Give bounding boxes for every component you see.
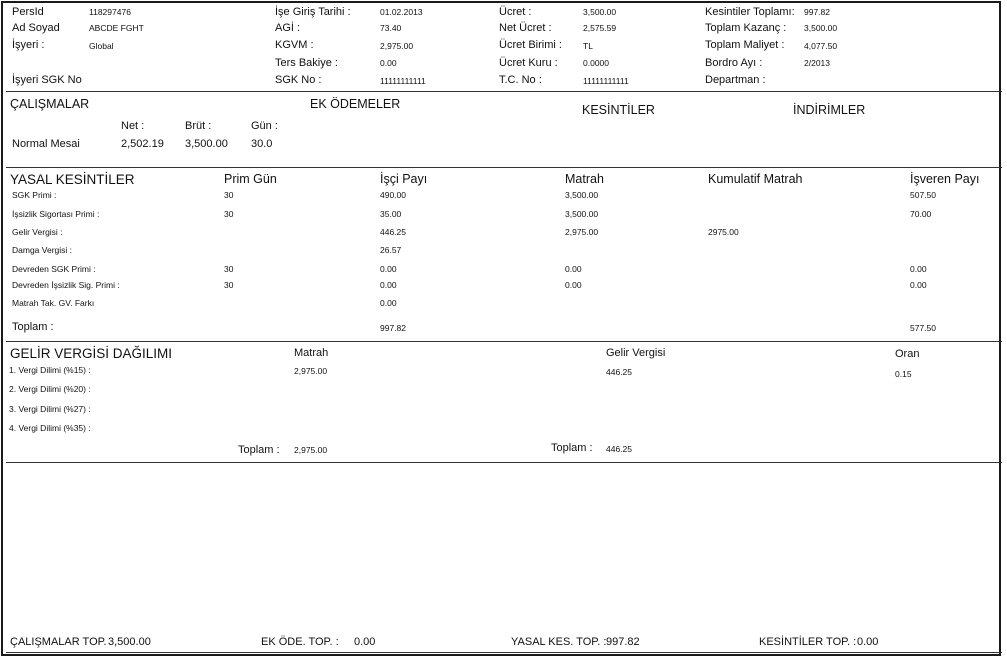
- ters-bakiye-value: 0.00: [380, 58, 397, 68]
- col-isci-payi: İşçi Payı: [380, 172, 428, 186]
- footer-kesintiler-top-value: 0.00: [857, 636, 879, 648]
- agi-value: 73.40: [380, 23, 402, 33]
- gelir-col-gelir-vergisi: Gelir Vergisi: [606, 347, 666, 359]
- vergi-dilimi-label: 2. Vergi Dilimi (%20) :: [9, 384, 91, 394]
- isyeri-label: İşyeri :: [12, 39, 45, 51]
- yasal-row-isci: 490.00: [380, 190, 406, 200]
- ters-bakiye-label: Ters Bakiye :: [275, 57, 338, 69]
- gelir-col-matrah: Matrah: [294, 347, 329, 359]
- gelir-toplam-gelir-vergisi: 446.25: [606, 444, 632, 454]
- yasal-row-label: Devreden İşsizlik Sig. Primi :: [12, 280, 120, 290]
- yasal-row-prim: 30: [224, 190, 234, 200]
- gelir-toplam-label-1: Toplam :: [238, 444, 280, 456]
- yasal-row-isci: 446.25: [380, 227, 406, 237]
- ise-giris-tarihi-label: İşe Giriş Tarihi :: [275, 6, 351, 18]
- tc-no-value: 11111111111: [583, 76, 629, 86]
- isyeri-value: Global: [89, 41, 114, 51]
- yasal-row-isci: 0.00: [380, 264, 397, 274]
- bordro-ayi-label: Bordro Ayı :: [705, 57, 763, 69]
- yasal-row-kumulatif: 2975.00: [708, 227, 739, 237]
- footer-kesintiler-top-label: KESİNTİLER TOP. :: [759, 636, 857, 648]
- yasal-row-prim: 30: [224, 280, 234, 290]
- footer-calismalar-top-value: 3,500.00: [108, 636, 151, 648]
- persid-label: PersId: [12, 6, 44, 18]
- yasal-row-isci: 26.57: [380, 245, 402, 255]
- ad-soyad-value: ABCDE FGHT: [89, 23, 144, 33]
- footer-yasal-kes-top-label: YASAL KES. TOP. :: [511, 636, 607, 648]
- yasal-row-label: Gelir Vergisi :: [12, 227, 63, 237]
- yasal-row-prim: 30: [224, 264, 234, 274]
- divider-calismalar: [6, 167, 1002, 168]
- yasal-row-label: Matrah Tak. GV. Farkı: [12, 298, 95, 308]
- normal-mesai-net: 2,502.19: [121, 138, 164, 150]
- gelir-toplam-matrah: 2,975.00: [294, 445, 328, 455]
- yasal-kesintiler-title: YASAL KESİNTİLER: [10, 172, 135, 187]
- yasal-row-isci: 35.00: [380, 209, 402, 219]
- col-kumulatif-matrah: Kumulatif Matrah: [708, 172, 803, 186]
- yasal-row-isci: 0.00: [380, 280, 397, 290]
- ek-odemeler-title: EK ÖDEMELER: [310, 97, 401, 111]
- footer-ek-ode-top-value: 0.00: [354, 636, 376, 648]
- yasal-row-isveren: 0.00: [910, 280, 927, 290]
- tc-no-label: T.C. No :: [499, 74, 542, 86]
- normal-mesai-brut: 3,500.00: [185, 138, 228, 150]
- col-gun-label: Gün :: [251, 120, 278, 132]
- vergi-dilimi-label: 1. Vergi Dilimi (%15) :: [9, 365, 91, 375]
- col-prim-gun: Prim Gün: [224, 172, 277, 186]
- vergi-dilimi-matrah: 2,975.00: [294, 366, 328, 376]
- footer-calismalar-top-label: ÇALIŞMALAR TOP.: [10, 636, 107, 648]
- divider-yasal: [6, 341, 1002, 342]
- divider-gelir: [6, 462, 1002, 463]
- net-ucret-value: 2,575.59: [583, 23, 617, 33]
- col-brut-label: Brüt :: [185, 120, 212, 132]
- yasal-row-isveren: 70.00: [910, 209, 932, 219]
- gelir-vergisi-title: GELİR VERGİSİ DAĞILIMI: [10, 346, 173, 361]
- sgk-no-value: 11111111111: [380, 76, 426, 86]
- toplam-maliyet-value: 4,077.50: [804, 41, 838, 51]
- ucret-kuru-value: 0.0000: [583, 58, 609, 68]
- gelir-toplam-label-2: Toplam :: [551, 442, 593, 454]
- divider-footer: [6, 652, 1002, 653]
- indirimler-title: İNDİRİMLER: [793, 103, 866, 117]
- normal-mesai-gun: 30.0: [251, 138, 273, 150]
- toplam-kazanc-value: 3,500.00: [804, 23, 838, 33]
- kesintiler-toplami-value: 997.82: [804, 7, 830, 17]
- gelir-col-oran: Oran: [895, 348, 920, 360]
- ucret-birimi-value: TL: [583, 41, 593, 51]
- yasal-toplam-isveren: 577.50: [910, 323, 936, 333]
- yasal-row-matrah: 3,500.00: [565, 190, 599, 200]
- kgvm-value: 2,975.00: [380, 41, 414, 51]
- sgk-no-label: SGK No :: [275, 74, 322, 86]
- yasal-row-label: SGK Primi :: [12, 190, 57, 200]
- vergi-dilimi-gelir-vergisi: 446.25: [606, 367, 632, 377]
- ucret-kuru-label: Ücret Kuru :: [499, 57, 558, 69]
- yasal-row-label: Damga Vergisi :: [12, 245, 72, 255]
- yasal-row-label: İşsizlik Sigortası Primi :: [12, 209, 100, 219]
- yasal-toplam-isci: 997.82: [380, 323, 406, 333]
- col-isveren-payi: İşveren Payı: [910, 172, 980, 186]
- kesintiler-title: KESİNTİLER: [582, 103, 655, 117]
- persid-value: 118297476: [89, 7, 131, 17]
- divider-header: [6, 91, 1002, 92]
- yasal-row-prim: 30: [224, 209, 234, 219]
- ucret-value: 3,500.00: [583, 7, 617, 17]
- yasal-row-matrah: 0.00: [565, 264, 582, 274]
- kesintiler-toplami-label: Kesintiler Toplamı:: [705, 6, 795, 18]
- col-matrah: Matrah: [565, 172, 604, 186]
- yasal-row-label: Devreden SGK Primi :: [12, 264, 96, 274]
- vergi-dilimi-label: 4. Vergi Dilimi (%35) :: [9, 423, 91, 433]
- kgvm-label: KGVM :: [275, 39, 314, 51]
- ucret-label: Ücret :: [499, 6, 532, 18]
- bordro-ayi-value: 2/2013: [804, 58, 830, 68]
- footer-ek-ode-top-label: EK ÖDE. TOP. :: [261, 636, 339, 648]
- vergi-dilimi-label: 3. Vergi Dilimi (%27) :: [9, 404, 91, 414]
- payslip-frame: [1, 1, 1001, 656]
- net-ucret-label: Net Ücret :: [499, 22, 552, 34]
- ucret-birimi-label: Ücret Birimi :: [499, 39, 562, 51]
- footer-yasal-kes-top-value: 997.82: [606, 636, 640, 648]
- col-net-label: Net :: [121, 120, 145, 132]
- yasal-row-matrah: 0.00: [565, 280, 582, 290]
- yasal-row-isveren: 507.50: [910, 190, 936, 200]
- yasal-row-matrah: 3,500.00: [565, 209, 599, 219]
- yasal-row-isveren: 0.00: [910, 264, 927, 274]
- departman-label: Departman :: [705, 74, 766, 86]
- ad-soyad-label: Ad Soyad: [12, 22, 60, 34]
- vergi-dilimi-oran: 0.15: [895, 369, 912, 379]
- normal-mesai-label: Normal Mesai: [12, 138, 80, 150]
- ise-giris-tarihi-value: 01.02.2013: [380, 7, 423, 17]
- yasal-row-isci: 0.00: [380, 298, 397, 308]
- isyeri-sgk-no-label: İşyeri SGK No: [12, 74, 82, 86]
- calismalar-title: ÇALIŞMALAR: [10, 97, 90, 111]
- agi-label: AGİ :: [275, 22, 301, 34]
- yasal-toplam-label: Toplam :: [12, 321, 54, 333]
- toplam-maliyet-label: Toplam Maliyet :: [705, 39, 785, 51]
- yasal-row-matrah: 2,975.00: [565, 227, 599, 237]
- toplam-kazanc-label: Toplam Kazanç :: [705, 22, 787, 34]
